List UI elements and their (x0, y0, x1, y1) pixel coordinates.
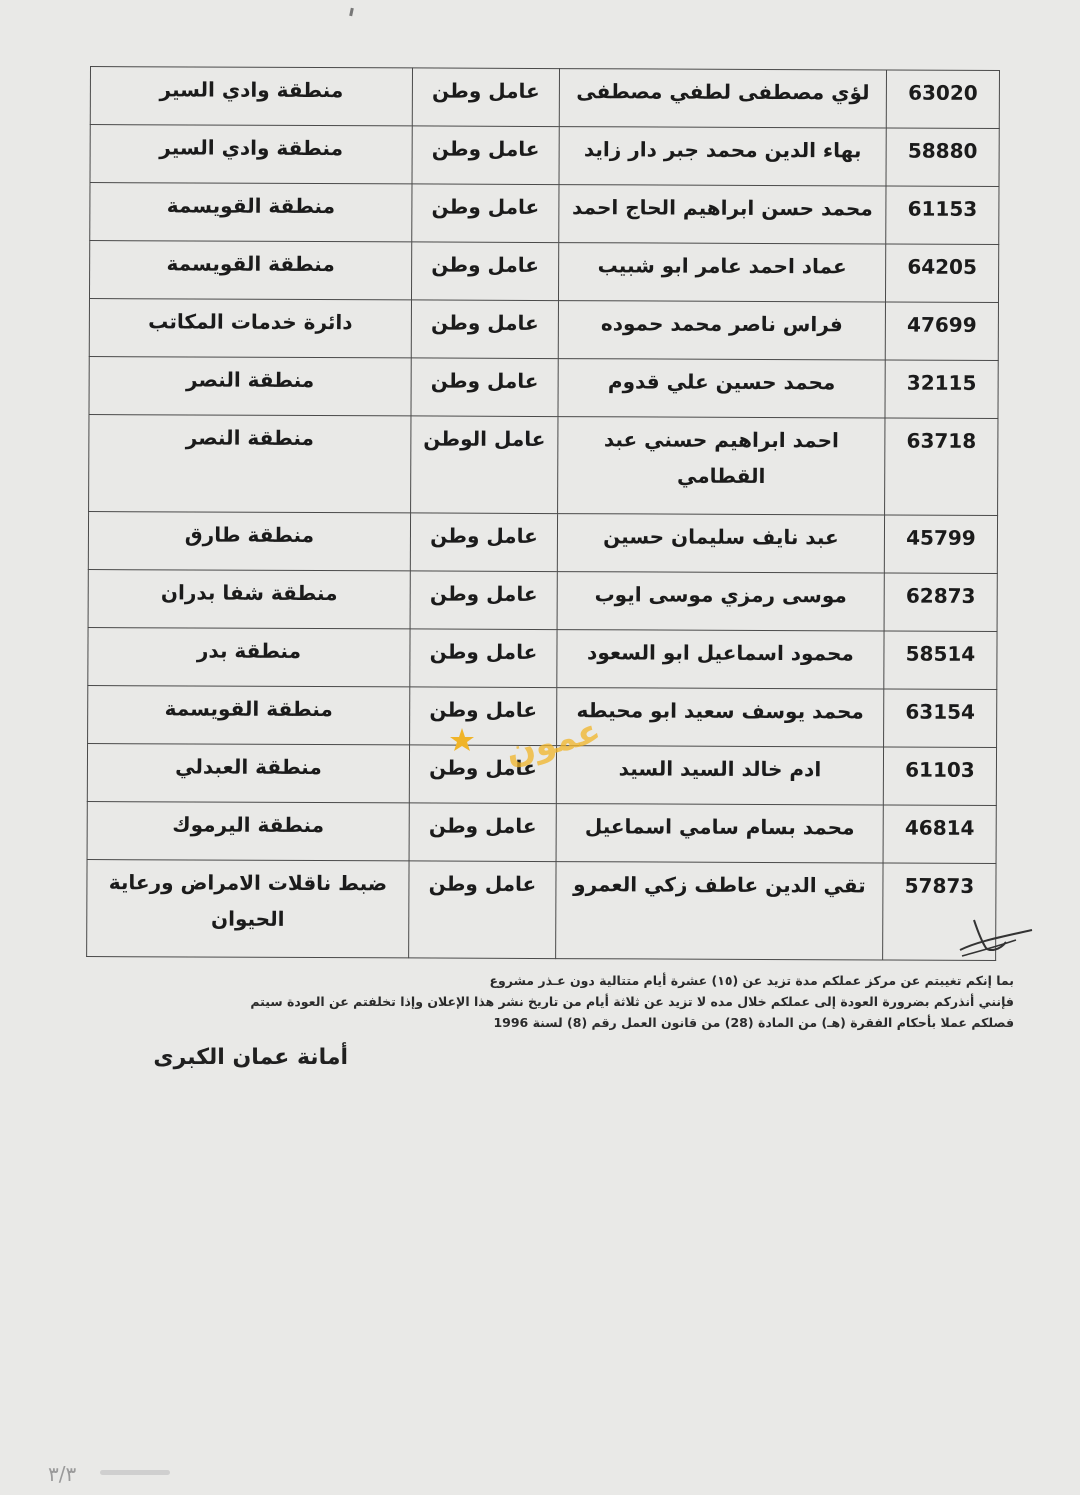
employee-name: محمود اسماعيل ابو السعود (557, 630, 884, 689)
employee-department: دائرة خدمات المكاتب (89, 299, 411, 358)
employee-job: عامل وطن (409, 745, 556, 804)
employee-number: 62873 (884, 573, 997, 631)
employee-name: عبد نايف سليمان حسين (557, 514, 884, 573)
table-row (89, 357, 998, 419)
employee-department: منطقة النصر (89, 357, 411, 416)
employee-name: عماد احمد عامر ابو شبيب (558, 243, 885, 302)
employee-job: عامل وطن (412, 126, 559, 185)
table-row (90, 125, 999, 187)
employee-department: منطقة وادي السير (90, 67, 412, 126)
employee-job: عامل وطن (412, 184, 559, 243)
employee-job: عامل وطن (410, 571, 557, 630)
employee-job: عامل وطن (409, 861, 556, 959)
star-icon (449, 727, 475, 753)
employee-name: فراس ناصر محمد حموده (558, 301, 885, 360)
employee-number: 32115 (885, 360, 998, 418)
notice-line: فإنني أنذركم بضرورة العودة إلى عملكم خلال مده لا تزيد عن ثلاثة أيام من تاريخ نشر هذا الإعلان وإذا تخلفتم عن العودة سيتم (250, 994, 1014, 1009)
employee-job: عامل وطن (410, 513, 557, 572)
employee-department: منطقة القويسمة (90, 183, 412, 242)
employee-job: عامل وطن (411, 358, 558, 417)
employee-department: منطقة القويسمة (88, 686, 410, 745)
employee-table (86, 66, 1000, 961)
employee-name: بهاء الدين محمد جبر دار زايد (559, 127, 886, 186)
employee-number: 61103 (883, 747, 996, 805)
employee-number: 58880 (886, 128, 999, 186)
employee-department: منطقة اليرموك (87, 802, 409, 861)
table-row (87, 860, 996, 961)
employee-department: منطقة العبدلي (87, 744, 409, 803)
employee-department: منطقة بدر (88, 628, 410, 687)
employee-number: 45799 (884, 515, 997, 573)
table-row (90, 67, 999, 129)
page-number: ٣/٣ (48, 1462, 77, 1486)
employee-name: محمد حسين علي قدوم (558, 359, 885, 418)
notice-line: فصلكم عملا بأحكام الفقرة (هـ) من المادة (28) من قانون العمل رقم (8) لسنة 1996 (493, 1015, 1014, 1030)
employee-number: 46814 (883, 805, 996, 863)
table-row (89, 415, 998, 516)
notice-line: بما إنكم تغيبتم عن مركز عملكم مدة تزيد عن (١٥) عشرة أيام متتالية دون عـذر مشروع (489, 973, 1014, 988)
watermark-logo: عمون (501, 710, 605, 774)
employee-name: محمد بسام سامي اسماعيل (556, 804, 883, 863)
signature (956, 912, 1036, 962)
table-row (90, 183, 999, 245)
employee-number: 63020 (886, 70, 999, 128)
employee-number: 61153 (886, 186, 999, 244)
employee-number: 57873 (883, 863, 996, 960)
table-row (88, 570, 997, 632)
employee-department: منطقة القويسمة (89, 241, 411, 300)
employee-job: عامل وطن (409, 803, 556, 862)
employee-name: احمد ابراهيم حسني عبد القطامي (558, 417, 885, 515)
employee-department: منطقة وادي السير (90, 125, 412, 184)
employee-number: 58514 (884, 631, 997, 689)
employee-department: منطقة النصر (89, 415, 411, 513)
employee-name: محمد يوسف سعيد ابو محيطه (557, 688, 884, 747)
employee-job: عامل وطن (412, 68, 559, 127)
employee-department: منطقة طارق (88, 512, 410, 571)
table-row (87, 802, 996, 864)
table-row (89, 299, 998, 361)
employee-department: ضبط ناقلات الامراض ورعاية الحيوان (87, 860, 409, 958)
issuing-authority: أمانة عمان الكبرى (153, 1045, 348, 1070)
pen-mark (349, 8, 354, 16)
employee-number: 63154 (884, 689, 997, 747)
employee-department: منطقة شفا بدران (88, 570, 410, 629)
scan-smudge (100, 1470, 170, 1475)
employee-name: لؤي مصطفى لطفي مصطفى (559, 69, 886, 128)
employee-name: ادم خالد السيد السيد (556, 746, 883, 805)
employee-job: عامل وطن (411, 242, 558, 301)
table-row (88, 512, 997, 574)
legal-notice (194, 970, 1014, 1033)
employee-number: 47699 (885, 302, 998, 360)
table-row (88, 628, 997, 690)
employee-job: عامل وطن (410, 687, 557, 746)
employee-name: تقي الدين عاطف زكي العمرو (556, 862, 883, 960)
employee-job: عامل الوطن (411, 416, 558, 514)
employee-number: 64205 (885, 244, 998, 302)
employee-job: عامل وطن (411, 300, 558, 359)
employee-job: عامل وطن (410, 629, 557, 688)
employee-name: موسى رمزي موسى ايوب (557, 572, 884, 631)
table-row (89, 241, 998, 303)
employee-number: 63718 (885, 418, 998, 515)
employee-name: محمد حسن ابراهيم الحاج احمد (559, 185, 886, 244)
